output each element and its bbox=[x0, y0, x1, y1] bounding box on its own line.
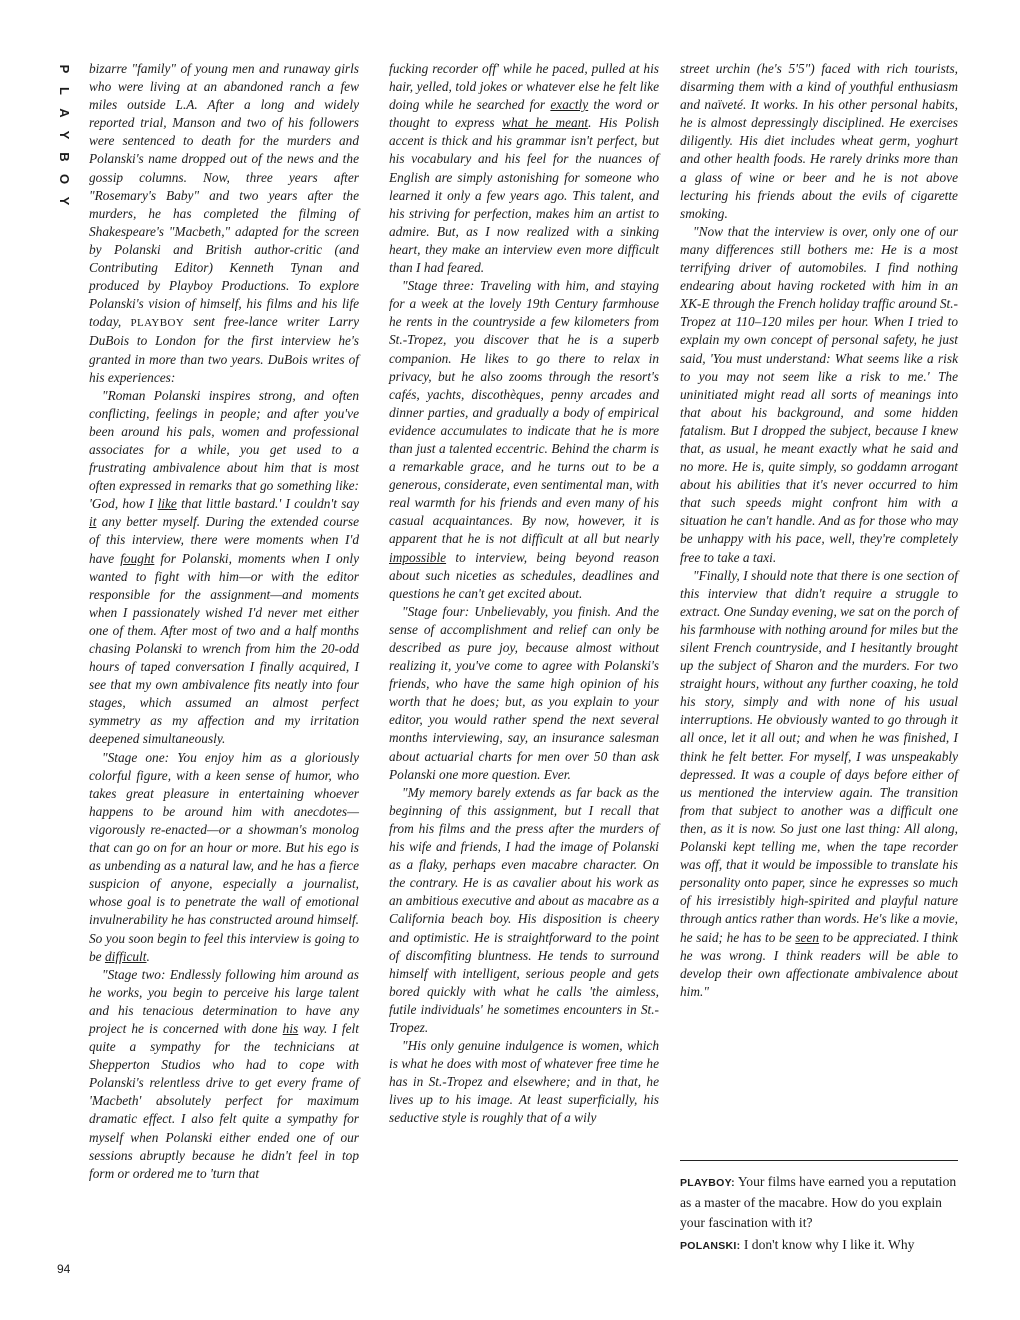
paragraph: "Finally, I should note that there is one section of this interview that didn't require a struggle to extract. One Sunday evening, we sat on the porch of his farmhouse with nothing around for miles but the silent French countryside, and I hesitantly brought up the subject of Sharon and the murders. For two straight hours, without any further coaxing, he told his story, simply and with none of his usual interruptions. He obviously wanted to go through it all once, let it all out; and when he was finished, I think he felt better. For myself, I was unspeakably depressed. It was a couple of days before either of us mentioned the interview again. The transition from that subject to another was a difficult one then, as it is now. So just one last thing: All along, Polanski kept telling me, when the tape recorder was off, that it would be impossible to translate his personality onto paper, since he expresses so much of his irresistibly high-spirited and playful nature through antics rather than words. He's like a movie, he said; he has to be seen to be appreciated. I think he was wrong. I think readers will be able to develop their own affectionate ambivalence about him." bbox=[680, 567, 958, 999]
paragraph: "Now that the interview is over, only one of our many differences still bothers me: He is a most terrifying driver of automobiles. I find nothing endearing about having rocketed with him in an XK-E through the French holiday traffic around St.-Tropez at 110–120 miles per hour. When I tried to explain my own concept of personal safety, he just said, 'You must understand: What seems like a risk to you may not seem like a risk to me.' The uninitiated might read all sorts of meanings into that about his background, and some hidden fatalism. But I dropped the subject, because I knew that, as usual, he meant exactly what he said and no more. He is, quite simply, so goddamn arrogant about his abilities that it's never occurred to him that such speeds might confront him with a situation he can't handle. And as for those who may be unhappy with his pace, well, they're completely free to take a taxi. bbox=[680, 223, 958, 565]
paragraph: "Stage one: You enjoy him as a gloriously colorful figure, with a keen sense of humor, who takes great pleasure in entertaining whoever happens to be around him with anecdotes—vigorously re-enacted—or a showman's monolog that can go on for an hour or more. But his ego is as unbending as a natural law, and he has a fierce suspicion of anyone, especially a journalist, whose goal is to penetrate the wall of emotional invulnerability he has constructed around himself. So you soon begin to feel this interview is going to be difficult. bbox=[89, 749, 359, 964]
paragraph: "Stage three: Traveling with him, and staying for a week at the lovely 19th Century farmhouse he rents in the countryside a few kilometers from St.-Tropez, you discover that he is a superb companion. He likes to go there to relax in privacy, but he also zooms through the resort's cafés, yachts, discothèques, penny arcades and dinner parties, and gradually a body of empirical evidence accumulates to indicate that he is more than just a talented eccentric. Behind the charm is a remarkable grace, and he turns out to be a generous, considerate, even sentimental man, with real warmth for his friends and even many of his casual acquaintances. By now, however, it is apparent that he is not difficult at all but nearly impossible to interview, being beyond reason about such niceties as schedules, deadlines and questions he can't get excited about. bbox=[389, 278, 659, 601]
paragraph: street urchin (he's 5'5") faced with rich tourists, disarming them with a kind of youthful enthusiasm and naïveté. It works. In his other personal habits, he is almost depressingly disciplined. He exercises diligently. His diet includes wheat germ, yoghurt and other health foods. He rarely drinks more than a glass of wine or beer and he is not above lecturing his friends about the evils of cigarette smoking. bbox=[680, 61, 958, 221]
paragraph: fucking recorder off' while he paced, pulled at his hair, yelled, told jokes or whatever else he felt like doing while he searched for exactly the word or thought to express what he meant. His Polish accent is thick and his grammar isn't perfect, but his vocabulary and his feel for the nuances of English are simply astonishing for someone who learned it only a few years ago. This talent, and his striving for perfection, makes him an artist to admire. But, as I now realized with a sinking heart, they make an interview even more difficult than I had feared. bbox=[389, 61, 659, 276]
speaker-label: POLANSKI: bbox=[680, 1240, 741, 1253]
answer: POLANSKI: I don't know why I like it. Why bbox=[680, 1237, 915, 1253]
paragraph: "His only genuine indulgence is women, which is what he does with most of whatever free time he has in St.-Tropez and elsewhere; and in that, he lives up to his image. At least superficially, his seductive style is roughly that of a wily bbox=[389, 1038, 659, 1126]
speaker-label: PLAYBOY: bbox=[680, 1177, 735, 1189]
question: PLAYBOY: Your films have earned you a reputation as a master of the macabre. How do you explain your fascination with it? bbox=[680, 1174, 957, 1230]
paragraph: "My memory barely extends as far back as the beginning of this assignment, but I recall that from his films and the press after the murders of his wife and friends, I had the image of Polanski as a flaky, perhaps even macabre character. On the contrary. He is as cavalier about his work as an ambitious executive and about as macabre as a California beach boy. His disposition is cheery and optimistic. He is straightforward to the point of discomfiting bluntness. He tends to surround himself with intelligent, serious people and gets bored quickly with what he calls 'the aimless, futile individuals' he sometimes encounters in St.-Tropez. bbox=[389, 784, 659, 1035]
section-divider bbox=[680, 1160, 958, 1161]
paragraph: "Stage two: Endlessly following him around as he works, you begin to perceive his large talent and his tenacious determination to have any project he is concerned with done his way. I felt quite a sympathy for the technicians at Shepperton Studios who had to cope with Polanski's relentless drive to get every frame of 'Macbeth' absolutely perfect for maximum dramatic effect. I also felt quite a sympathy for myself when Polanski either ended one of our sessions abruptly because he didn't feel in top form or ordered me to 'turn that bbox=[89, 966, 359, 1181]
paragraph: "Roman Polanski inspires strong, and often conflicting, feelings in people; and after you've been around his pals, women and professional associates for a while, you get used to a frustrating ambivalence about him that is most often expressed in remarks that go something like: 'God, how I like that little bastard.' I couldn't say it any better myself. During the extended course of this interview, there were moments when I'd have fought for Polanski, moments when I only wanted to fight with him—or with the editor responsible for the assignment—and moments when I passionately wished I'd never met either one of them. After most of two and a half months chasing Polanski to wrench from him the 20-odd hours of taped conversation I finally acquired, I see that my own ambivalence fits neatly into four stages, which assumed an almost perfect symmetry as my affection and my irritation deepened simultaneously. bbox=[89, 387, 360, 747]
paragraph: bizarre "family" of young men and runaway girls who were living at an abandoned ranch a few miles outside L.A. After a long and widely reported trial, Manson and two of his followers were sentenced to death for the murders and Polanski's name dropped out of the news and the gossip columns. Now, three years after "Rosemary's Baby" and two years after the murders, he has completed the filming of Shakespeare's "Macbeth," adapted for the screen by Polanski and British author-critic (and Contributing Editor) Kenneth Tynan and produced by Playboy Productions. To explore Polanski's vision of himself, his films and his life today, PLAYBOY sent free-lance writer Larry DuBois to London for the first interview he's granted in more than two years. DuBois writes of his experiences: bbox=[89, 61, 360, 385]
paragraph: "Stage four: Unbelievably, you finish. And the sense of accomplishment and relief can only be described as pure joy, because almost without realizing it, you've come to agree with Polanski's friends, who have the same high opinion of his worth that he does; but, as you explain to your editor, you would rather spend the next several months interviewing, say, an insurance salesman about actuarial charts for men over 50 than ask Polanski one more question. Ever. bbox=[389, 603, 659, 782]
column-1 bbox=[89, 60, 359, 1183]
page-number: 94 bbox=[57, 1262, 71, 1276]
column-3 bbox=[680, 60, 958, 1001]
column-2 bbox=[389, 60, 659, 1128]
masthead-vertical: P L A Y B O Y bbox=[57, 64, 72, 206]
interview-qa bbox=[680, 1172, 958, 1260]
